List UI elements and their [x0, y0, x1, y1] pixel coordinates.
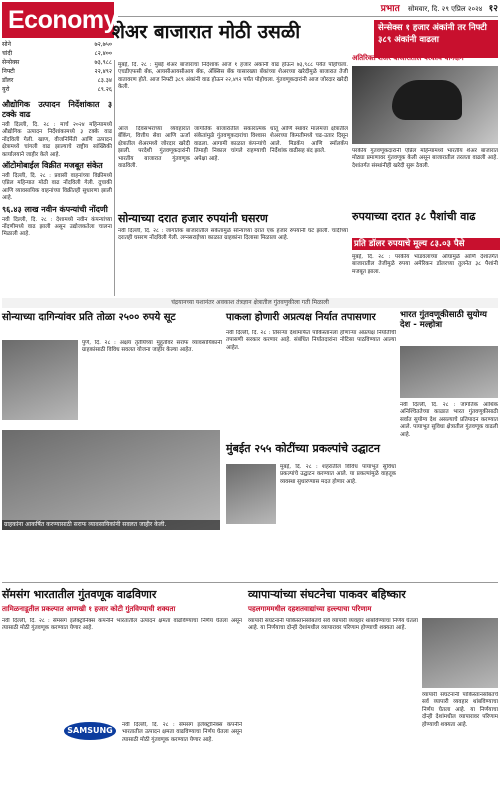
market-row	[2, 76, 112, 85]
jewellery-photo	[2, 340, 78, 420]
page-number: १२	[488, 4, 498, 14]
market-value: ८९.२६	[97, 86, 112, 93]
samsung-logo: SAMSUNG	[64, 722, 116, 740]
ribbon-strip: चंद्रयानच्या यशानंतर अवकाश तंत्रज्ञान क्षेत्रातील गुंतवणुकीला गती मिळाली	[2, 298, 498, 308]
samsung-subhead: तामिळनाडूतील प्रकल्पात आणखी १ हजार कोटी गुंतविण्याची शक्यता	[2, 605, 176, 613]
traders-headline: व्यापाऱ्यांच्या संघटनेचा पाकवर बहिष्कार	[248, 588, 406, 601]
projects-body: मुंबई, दि. २८ : शहरातील विविध पायाभूत सुविधा प्रकल्पांचे उद्घाटन करण्यात आले. या प्रकल्पांमुळे वाहतूक व्यवस्था सुधारण्यास मदत होणार आहे.	[280, 464, 396, 485]
section-title: Economy	[2, 2, 114, 38]
market-value: ७३,९८८	[94, 59, 112, 66]
exports-headline: पाकला होणारी अप्रत्यक्ष निर्यात तपासणार	[226, 312, 376, 323]
market-row	[2, 67, 112, 76]
market-row	[2, 58, 112, 67]
bull-photo	[352, 66, 498, 144]
market-value: ८३.३४	[97, 77, 112, 84]
brief-body: नवी दिल्ली, दि. २८ : प्रवासी वाहनांच्या विक्रीमध्ये एप्रिल महिन्यात मोठी वाढ नोंदविली गेली. दुचाकी आणि व्यावसायिक वाहनांच्या विक्रीतही सुधारणा झाली आहे.	[2, 173, 112, 202]
market-row	[2, 85, 112, 94]
dateline: सोमवार, दि. २९ एप्रिल २०२४	[407, 5, 483, 13]
samsung-body: नवी दिल्ली, दि. २८ : सॅमसंग इलेक्ट्रॉनिक्स कंपनीने भारतातील उत्पादन क्षमता वाढविण्याचा निर्णय घेतला असून त्यासाठी मोठी गुंतवणूक करण्यात येणार आहे.	[2, 618, 242, 632]
samsung-headline: सॅमसंग भारतातील गुंतवणूक वाढविणार	[2, 588, 157, 601]
column-rule	[114, 60, 115, 296]
rupee-body: मुंबई, दि. २८ : परकीय भांडवलाच्या ओघामुळे आणि देशांतर्गत बाजारातील तेजीमुळे रुपया अमेरिकन डॉलरच्या तुलनेत ३८ पैशांनी मजबूत झाला.	[352, 254, 498, 275]
market-label: डॉलर	[2, 77, 14, 84]
traders-photo	[422, 618, 498, 688]
lead-body-col-c: धातू आणि स्थावर मालमत्ता क्षेत्रातील शेअरच्या किमतीमध्ये चढ-उतार दिसून आले. मिडकॅप आणि स्मॉलकॅप निर्देशांक वाढीसह बंद झाले.	[270, 126, 348, 155]
brief-title: ऑटोमोबाईल विक्रीत मजबूत संकेत	[2, 161, 103, 171]
appointment-headline: भारत गुंतवणूकीसाठी सुयोग्य देश - मल्होत्रा	[400, 310, 487, 330]
jewellery-headline: सोन्याच्या दागिन्यांवर प्रति तोळा २५०० रुपये सूट	[2, 312, 176, 323]
samsung-body-cont: नवी दिल्ली, दि. २८ : सॅमसंग इलेक्ट्रॉनिक्स कंपनीने भारतातील उत्पादन क्षमता वाढविण्याचा निर्णय घेतला असून त्यासाठी मोठी गुंतवणूक करण्यात येणार आहे.	[122, 722, 242, 743]
brief-title: औद्योगिक उत्पादन निर्देशांकात ३ टक्के वाढ	[2, 100, 112, 119]
market-label: चांदी	[2, 50, 13, 57]
jewellery-body: पुणे, दि. २८ : अक्षय तृतीयेच्या मुहूर्तावर सराफ व्यावसायिकांनी ग्राहकांसाठी विविध सवलत योजना जाहीर केल्या आहेत.	[82, 340, 222, 354]
rupee-headline: रुपयाच्या दरात ३८ पैशांची वाढ	[352, 210, 476, 223]
market-row	[2, 49, 112, 58]
brand-name: प्रभात	[380, 4, 400, 14]
market-table	[2, 40, 112, 94]
brief-body: नवी दिल्ली, दि. २८ : मार्च २०२४ महिन्यामध्ये औद्योगिक उत्पादन निर्देशांकामध्ये ३ टक्के वाढ नोंदविली गेली. खाण, वीजनिर्मिती आणि उत्पादन क्षेत्रामध्ये चांगली वाढ झाल्याचे राष्ट्रीय सांख्यिकी कार्यालयाने जाहीर केले आहे.	[2, 122, 112, 158]
lead-body: मुंबई, दि. २८ : मुंबई शेअर बाजाराचा निर्देशांक आज १ हजार अंकांनी वाढ होऊन ७३,९८८ पर्यंत पोहोचला. एचडीएफसी बँक, आयसीआयसीआय बँक, अ‍ॅक्सिस बँक यासारख्या बँकांच्या शेअरच्या खरेदीमुळे बाजारात तेजी वातावरण होते. आज निफ्टी ३८९ अंकांनी वाढ होऊन २२,४९२ पर्यंत पोहोचला. गुंतवणूकदारांनी आज जोरदार खरेदी केली.	[118, 62, 348, 91]
projects-photo	[226, 464, 276, 524]
market-label: सोने	[2, 41, 11, 48]
bull-silhouette	[392, 80, 462, 120]
market-value: ७२,७५०	[94, 41, 112, 48]
exports-body: नवी दिल्ली, दि. २८ : तिसऱ्या देशामार्फत पाकिस्तानला होणाऱ्या अप्रत्यक्ष निर्यातीची तपासणी सरकार करणार आहे. संबंधित निर्यातदारांना नोटिसा पाठविण्यात आल्या आहेत.	[226, 330, 396, 351]
meeting-photo-caption: ग्राहकांना आकर्षित करण्यासाठी सराफ व्यावसायिकांनी सवलत जाहीर केली.	[2, 520, 220, 530]
market-row	[2, 40, 112, 49]
lead-body-col-b: जागतिक बाजारातील सकारात्मक संकेतांमुळे गुंतवणूकदारांचा विश्वास वाढला. आगामी काळात कंपन्यांचे तिमाही निकाल चांगले राहण्याची अपेक्षा आहे.	[194, 126, 266, 162]
appointment-body: नवी दिल्ली, दि. २८ : जागतिक आर्थिक अनिश्चिततेच्या काळात भारत गुंतवणुकीसाठी सर्वात सुयोग्य देश असल्याचे प्रतिपादन करण्यात आले. पायाभूत सुविधा क्षेत्रातील गुंतवणूक वाढली आहे.	[400, 402, 498, 438]
gold-body: नवी दिल्ली, दि. २८ : जागतिक बाजारातील संकेतांमुळे सोन्याच्या दरात एक हजार रुपयांनी घट झाली. चांदीच्या दरातही घसरण नोंदविली गेली. लग्नसराईच्या काळात ग्राहकांना दिलासा मिळाला आहे.	[118, 228, 348, 242]
traders-body-cont: व्यापारी संघटनांनी पाकिस्तानसोबतचे सर्व व्यापारी व्यवहार थांबविण्याचा निर्णय घेतला आहे. या निर्णयाचा दोन्ही देशांमधील व्यापारावर परिणाम होण्याची शक्यता आहे.	[422, 692, 498, 728]
lead-body-col-a: आज दिवसभराच्या व्यवहारात बँकिंग, वित्तीय सेवा आणि ऊर्जा क्षेत्रातील शेअरमध्ये जोरदार खरेदी झाली. परदेशी गुंतवणूकदारांनी भारतीय बाजारात गुंतवणूक वाढविली.	[118, 126, 190, 170]
left-briefs	[2, 98, 112, 294]
projects-headline: मुंबईत २५५ कोटींच्या प्रकल्पांचे उद्घाटन	[226, 442, 380, 455]
lead-headline: शेअर बाजारात मोठी उसळी	[112, 21, 301, 43]
market-value: २२,४९२	[94, 68, 112, 75]
meeting-photo	[2, 430, 220, 530]
brief-body: नवी दिल्ली, दि. २८ : देशामध्ये नवीन कंपन्यांच्या नोंदणीमध्ये वाढ झाली असून उद्योजकतेला चालना मिळाली आहे.	[2, 216, 112, 238]
section-rule	[2, 582, 498, 583]
sensex-box: सेन्सेक्स १ हजार अंकांनी तर निफ्टी ३८९ अंकांनी वाढला	[374, 20, 498, 58]
gold-headline: सोन्याच्या दरात हजार रुपयांनी घसरण	[118, 212, 268, 225]
rupee-subhead: प्रति डॉलर रुपयाचे मूल्य ८३.०३ पैसे	[352, 238, 500, 250]
market-label: युरो	[2, 86, 10, 93]
traders-subhead: पहलगाममधील दहशतवाद्यांच्या हल्ल्याचा परिणाम	[248, 605, 372, 613]
brief-title: ९६.४३ लाख नवीन कंपन्यांची नोंदणी	[2, 204, 108, 214]
bull-caption: अतिरिक्त शेअर बाजारातील परकीय योगदान	[352, 54, 464, 62]
market-label: निफ्टी	[2, 68, 15, 75]
bull-body: परकीय गुंतवणूकदारांनी एप्रिल महिन्यामध्ये भारतीय शेअर बाजारात मोठ्या प्रमाणावर गुंतवणूक केली असून बाजारातील तरलता वाढली आहे. देशांतर्गत संस्थांनीही खरेदी सुरू ठेवली.	[352, 148, 498, 169]
market-label: सेन्सेक्स	[2, 59, 20, 66]
masthead	[118, 2, 498, 17]
portrait-photo	[400, 346, 498, 398]
market-value: ८२,४००	[94, 50, 112, 57]
traders-body: व्यापारी संघटनांनी पाकिस्तानसोबतचे सर्व व्यापारी व्यवहार थांबविण्याचा निर्णय घेतला आहे. या निर्णयाचा दोन्ही देशांमधील व्यापारावर परिणाम होण्याची शक्यता आहे.	[248, 618, 418, 632]
